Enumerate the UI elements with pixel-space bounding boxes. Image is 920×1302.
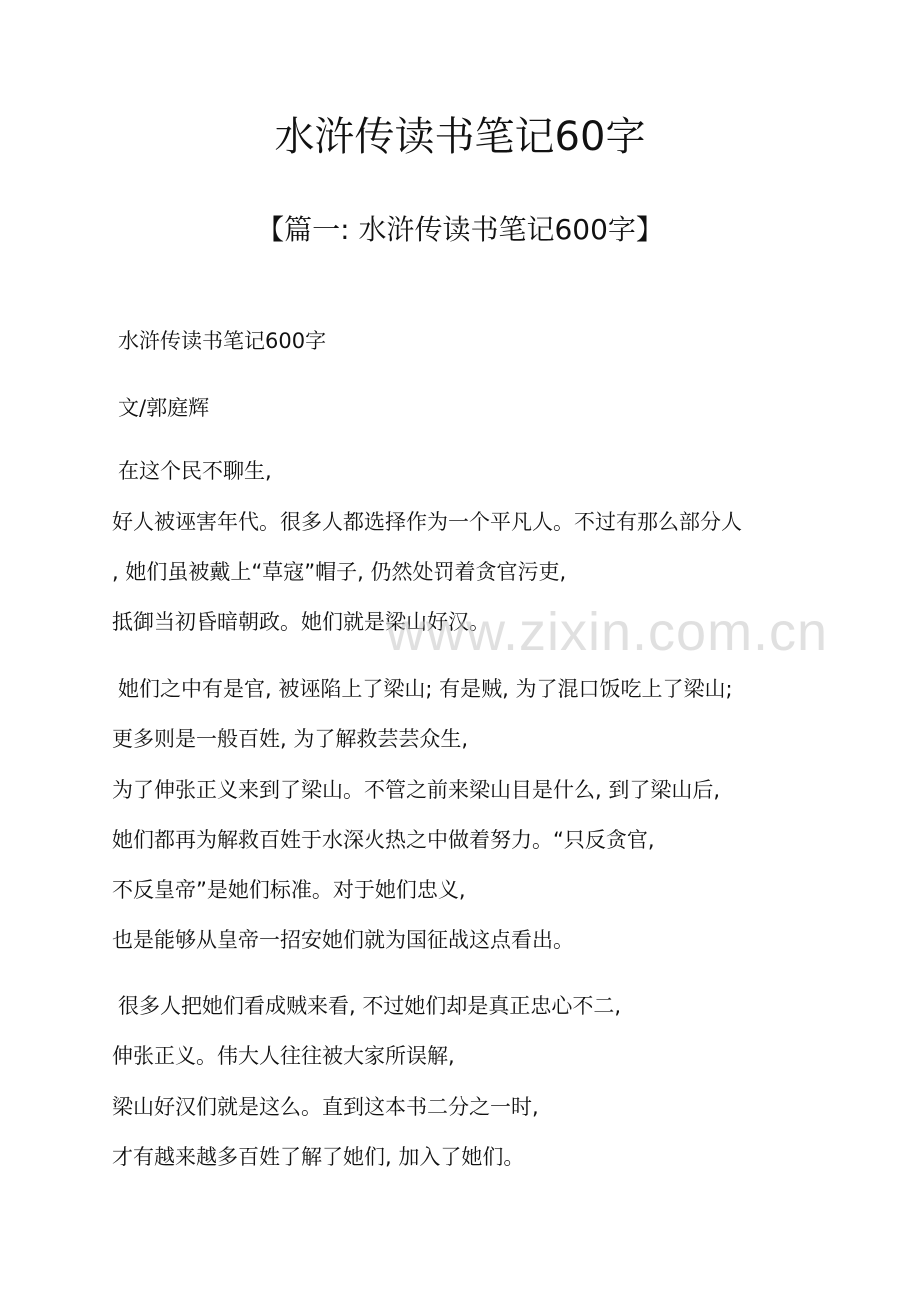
article-author: 文/郭庭辉 xyxy=(118,396,210,420)
paragraph-2-line-6: 也是能够从皇帝一招安她们就为国征战这点看出。 xyxy=(112,928,574,952)
paragraph-3-line-1: 很多人把她们看成贼来看, 不过她们却是真正忠心不二, xyxy=(118,994,622,1018)
paragraph-2-line-5: 不反皇帝”是她们标准。对于她们忠义, xyxy=(112,878,466,902)
paragraph-3-line-2: 伸张正义。伟大人往往被大家所误解, xyxy=(112,1044,455,1068)
paragraph-2-line-2: 更多则是一般百姓, 为了解救芸芸众生, xyxy=(112,727,469,751)
watermark: www.zixin.com.cn xyxy=(386,602,829,662)
paragraph-1-line-2: 好人被诬害年代。很多人都选择作为一个平凡人。不过有那么部分人 xyxy=(112,510,742,534)
paragraph-2-line-1: 她们之中有是官, 被诬陷上了梁山; 有是贼, 为了混口饭吃上了梁山; xyxy=(118,677,733,701)
document-title: 水浒传读书笔记60字 xyxy=(274,114,646,160)
paragraph-1-line-3: , 她们虽被戴上“草寇”帽子, 仍然处罚着贪官污吏, xyxy=(112,560,567,584)
paragraph-3-line-4: 才有越来越多百姓了解了她们, 加入了她们。 xyxy=(112,1145,525,1169)
document-subtitle: 【篇一: 水浒传读书笔记600字】 xyxy=(256,213,664,246)
paragraph-1-line-4: 抵御当初昏暗朝政。她们就是梁山好汉。 xyxy=(112,610,490,634)
paragraph-1-line-1: 在这个民不聊生, xyxy=(118,459,272,483)
article-heading: 水浒传读书笔记600字 xyxy=(118,329,327,353)
paragraph-2-line-4: 她们都再为解救百姓于水深火热之中做着努力。“只反贪官, xyxy=(112,828,655,852)
paragraph-2-line-3: 为了伸张正义来到了梁山。不管之前来梁山目是什么, 到了梁山后, xyxy=(112,778,721,802)
paragraph-3-line-3: 梁山好汉们就是这么。直到这本书二分之一时, xyxy=(112,1095,539,1119)
